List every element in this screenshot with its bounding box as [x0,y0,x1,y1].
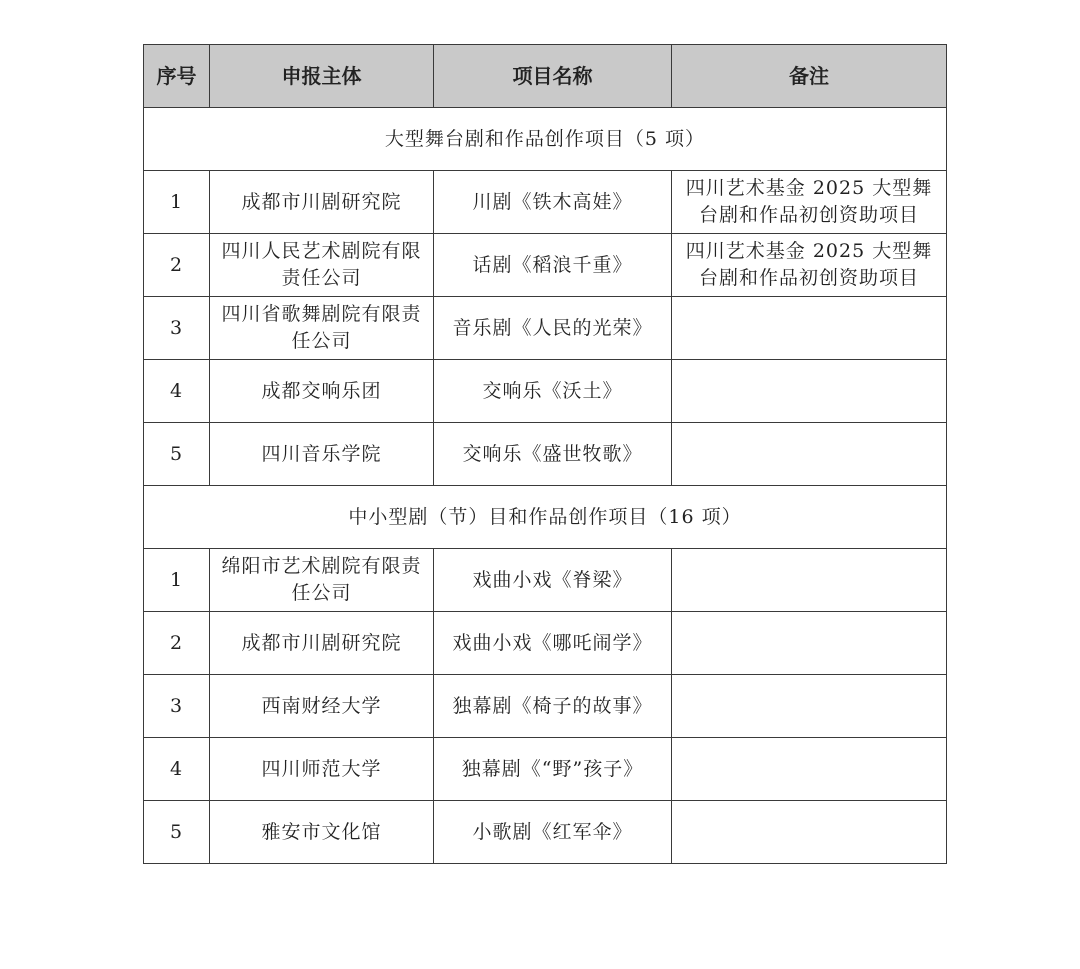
row-project: 小歌剧《红军伞》 [434,801,672,864]
row-project: 交响乐《盛世牧歌》 [434,423,672,486]
row-project: 戏曲小戏《哪吒闹学》 [434,612,672,675]
row-note [672,360,947,423]
row-num: 1 [144,549,210,612]
header-row [144,45,947,108]
row-note [672,423,947,486]
row-org: 四川师范大学 [210,738,434,801]
row-org: 西南财经大学 [210,675,434,738]
row-project: 戏曲小戏《脊梁》 [434,549,672,612]
table-row [144,612,947,675]
section-title: 中小型剧（节）目和作品创作项目（16 项） [144,486,947,549]
row-note [672,675,947,738]
row-org: 成都市川剧研究院 [210,612,434,675]
row-note [672,801,947,864]
section-row [144,486,947,549]
row-note [672,738,947,801]
row-org: 绵阳市艺术剧院有限责任公司 [210,549,434,612]
row-note: 四川艺术基金 2025 大型舞台剧和作品初创资助项目 [672,234,947,297]
table-header [144,45,947,108]
row-note: 四川艺术基金 2025 大型舞台剧和作品初创资助项目 [672,171,947,234]
table-row [144,360,947,423]
table-row [144,423,947,486]
header-note: 备注 [672,45,947,108]
row-project: 音乐剧《人民的光荣》 [434,297,672,360]
row-note [672,297,947,360]
project-table [143,44,947,864]
row-num: 3 [144,675,210,738]
table-row [144,549,947,612]
row-num: 1 [144,171,210,234]
row-note [672,549,947,612]
row-org: 四川人民艺术剧院有限责任公司 [210,234,434,297]
table-row [144,234,947,297]
row-num: 4 [144,360,210,423]
header-project: 项目名称 [434,45,672,108]
table-body [144,108,947,864]
section-title: 大型舞台剧和作品创作项目（5 项） [144,108,947,171]
row-project: 独幕剧《“野”孩子》 [434,738,672,801]
table-row [144,171,947,234]
row-num: 5 [144,801,210,864]
row-project: 交响乐《沃土》 [434,360,672,423]
table-row [144,801,947,864]
row-org: 四川省歌舞剧院有限责任公司 [210,297,434,360]
row-org: 四川音乐学院 [210,423,434,486]
row-org: 成都市川剧研究院 [210,171,434,234]
row-note [672,612,947,675]
row-project: 独幕剧《椅子的故事》 [434,675,672,738]
section-row [144,108,947,171]
row-num: 2 [144,234,210,297]
row-num: 5 [144,423,210,486]
row-num: 4 [144,738,210,801]
table-row [144,675,947,738]
row-org: 雅安市文化馆 [210,801,434,864]
row-num: 3 [144,297,210,360]
header-org: 申报主体 [210,45,434,108]
header-num: 序号 [144,45,210,108]
row-project: 川剧《铁木高娃》 [434,171,672,234]
row-org: 成都交响乐团 [210,360,434,423]
row-project: 话剧《稻浪千重》 [434,234,672,297]
row-num: 2 [144,612,210,675]
table-row [144,738,947,801]
table-row [144,297,947,360]
